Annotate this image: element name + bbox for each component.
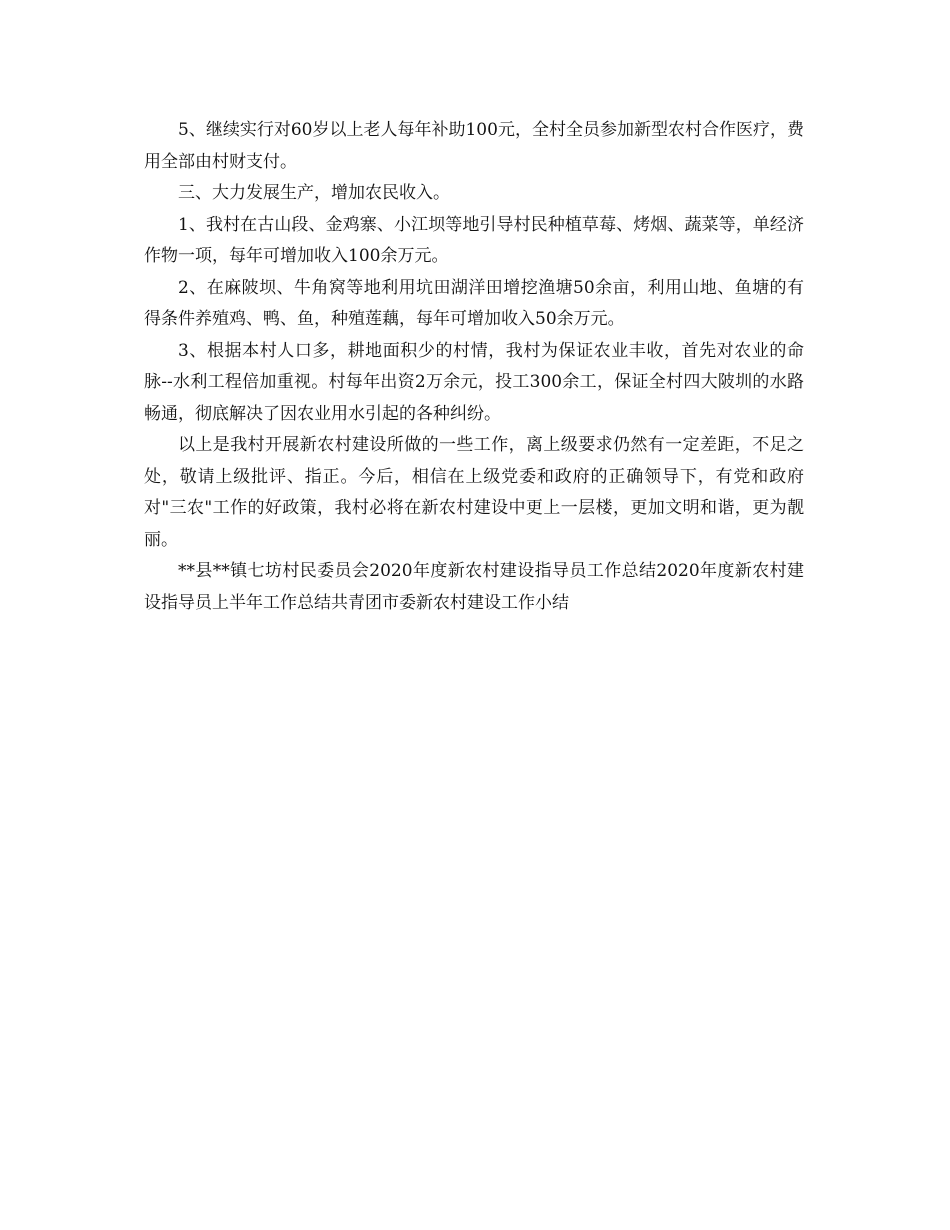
section-heading-production: 三、大力发展生产，增加农民收入。 [178,183,450,203]
paragraph-conclusion: 以上是我村开展新农村建设所做的一些工作，离上级要求仍然有一定差距，不足之处，敬请上级批评、指正。今后，相信在上级党委和政府的正确领导下，有党和政府对"三农"工作的好政策，我村必将在新农村建设中更上一层楼，更加文明和谐，更为靓丽。 [144,435,804,550]
paragraph-water-conservancy: 3、根据本村人口多，耕地面积少的村情，我村为保证农业丰收，首先对农业的命脉--水利工程倍加重视。村每年出资2万余元，投工300余工，保证全村四大陂圳的水路畅通，彻底解决了因农业用水引起的各种纠纷。 [144,340,804,424]
paragraph-fish-ponds: 2、在麻陂坝、牛角窝等地利用坑田湖洋田增挖渔塘50余亩，利用山地、鱼塘的有得条件养殖鸡、鸭、鱼，种殖莲藕，每年可增加收入50余万元。 [144,277,804,329]
paragraph-medical-subsidy: 5、继续实行对60岁以上老人每年补助100元，全村全员参加新型农村合作医疗，费用全部由村财支付。 [144,120,804,172]
paragraph-related-titles: **县**镇七坊村民委员会2020年度新农村建设指导员工作总结2020年度新农村建设指导员上半年工作总结共青团市委新农村建设工作小结 [144,561,804,613]
document-body [144,115,804,619]
paragraph-cash-crops: 1、我村在古山段、金鸡寨、小江坝等地引导村民种植草莓、烤烟、蔬菜等，单经济作物一项，每年可增加收入100余万元。 [144,214,804,266]
